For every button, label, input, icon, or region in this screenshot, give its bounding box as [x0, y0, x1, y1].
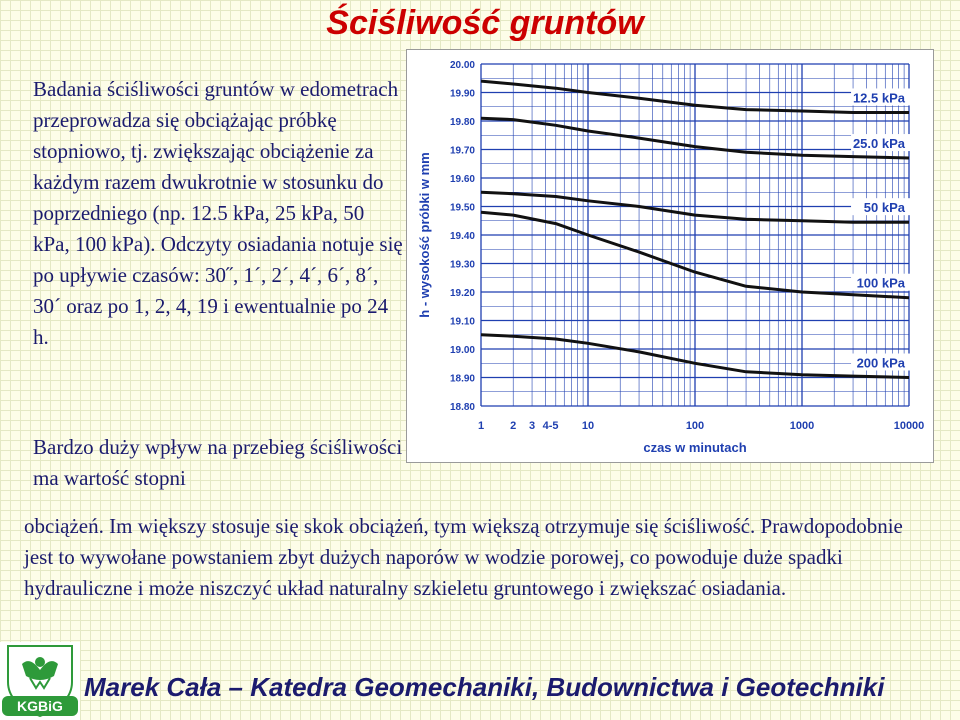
intro-paragraph: Badania ściśliwości gruntów w edometrach przeprowadza się obciążając próbkę stopniowo, tj. zwiększając obciążenie za każdym razem dwukrotnie w stosunku do poprzedniego (np. 12.5 kPa, 25 kPa, 50 kPa, 100 kPa). Odczyty osiadania notuje się po upływie czasów: 30˝, 1´, 2´, 4´, 6´, 8´, 30´ oraz po 1, 2, 4, 19 i ewentualnie po 24 h.	[33, 77, 403, 349]
x-tick-label: 1	[477, 420, 485, 432]
y-tick-label: 19.90	[449, 88, 475, 100]
y-tick-label: 19.00	[449, 345, 475, 356]
x-tick-label: 10000	[893, 420, 925, 432]
y-tick-label: 19.40	[449, 231, 475, 242]
y-tick-label: 18.80	[449, 402, 475, 413]
logo-text: KGBiG	[17, 698, 63, 714]
footer-author: Marek Cała – Katedra Geomechaniki, Budownictwa i Geotechniki	[84, 672, 885, 702]
x-tick-label: 3	[528, 420, 536, 432]
influence-paragraph: Bardzo duży wpływ na przebieg ściśliwości ma wartość stopni	[33, 435, 403, 490]
continuation-paragraph: obciążeń. Im większy stosuje się skok obciążeń, tym większą otrzymuje się ściśliwość. Prawdopodobnie jest to wywołane powstaniem zbyt dużych naporów w wodzie porowej, co powoduje duże spadki hydrauliczne i może niszczyć układ naturalny szkieletu gruntowego i zwiększać osiadania.	[24, 514, 903, 600]
x-tick-label: 2	[510, 420, 517, 432]
y-tick-label: 19.10	[449, 316, 475, 328]
curve-label: 100 kPa	[856, 275, 905, 291]
y-tick-label: 19.70	[449, 145, 475, 157]
x-tick-label: 1000	[789, 420, 815, 432]
page-title: Ściśliwość gruntów	[326, 4, 644, 42]
compressibility-chart	[407, 50, 933, 462]
y-axis-label: h - wysokość próbki w mm	[417, 152, 432, 318]
y-tick-label: 20.00	[449, 60, 475, 71]
kgbig-logo	[0, 642, 80, 720]
y-tick-label: 19.20	[449, 288, 475, 299]
x-tick-label: 4-5	[542, 420, 559, 432]
y-tick-label: 19.80	[449, 117, 475, 128]
x-tick-label: 10	[581, 420, 595, 432]
y-tick-label: 18.90	[449, 373, 475, 385]
y-tick-label: 19.30	[449, 259, 475, 271]
curve-label: 50 kPa	[863, 200, 905, 216]
curve-label: 200 kPa	[856, 355, 905, 371]
y-tick-label: 19.60	[449, 174, 475, 185]
curve-label: 12.5 kPa	[852, 90, 905, 106]
x-axis-label: czas w minutach	[643, 440, 747, 455]
y-tick-label: 19.50	[449, 202, 475, 214]
curve-label: 25.0 kPa	[852, 136, 905, 152]
x-tick-label: 100	[685, 420, 705, 432]
chart-panel	[406, 49, 934, 463]
